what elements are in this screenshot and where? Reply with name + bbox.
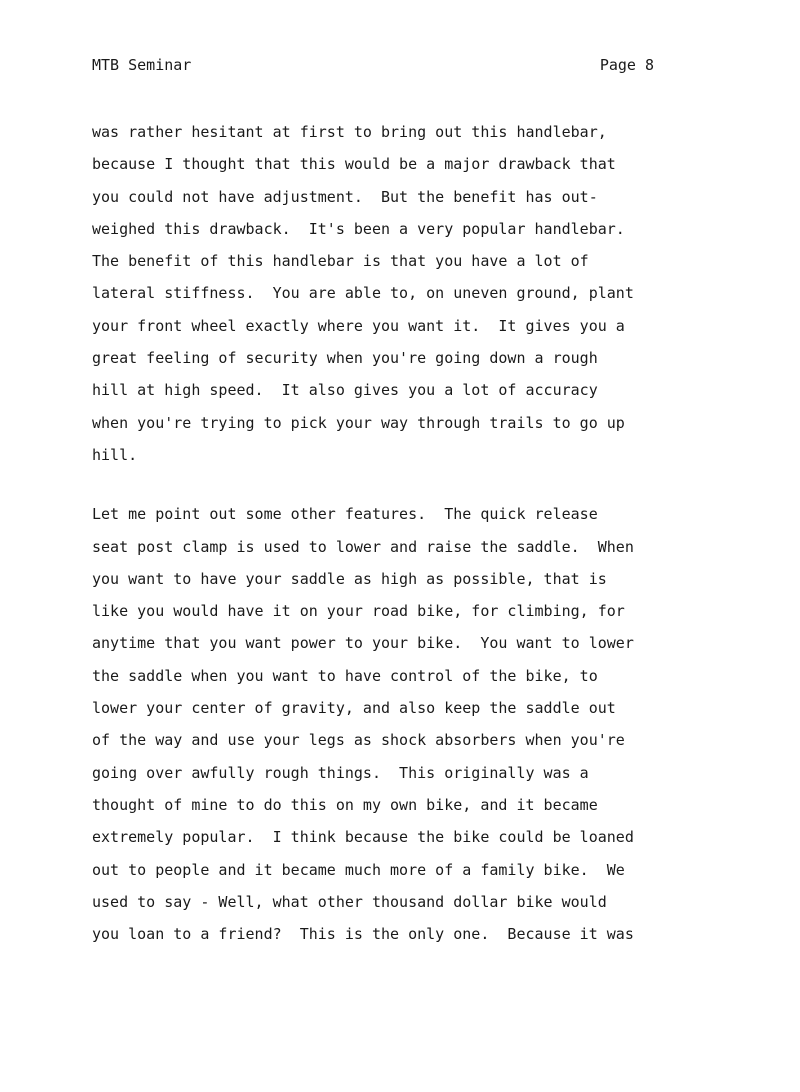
text-line: going over awfully rough things. This originally was a — [92, 763, 589, 782]
text-line: weighed this drawback. It's been a very popular handlebar. — [92, 219, 625, 238]
text-line: lateral stiffness. You are able to, on uneven ground, plant — [92, 284, 634, 303]
document-body — [92, 116, 682, 950]
text-line: lower your center of gravity, and also keep the saddle out — [92, 699, 616, 718]
text-line: when you're trying to pick your way through trails to go up — [92, 413, 625, 432]
text-line: The benefit of this handlebar is that you have a lot of — [92, 252, 589, 271]
text-line: you want to have your saddle as high as possible, that is — [92, 569, 607, 588]
text-line: your front wheel exactly where you want it. It gives you a — [92, 316, 625, 335]
text-line: was rather hesitant at first to bring out this handlebar, — [92, 123, 607, 141]
text-line: thought of mine to do this on my own bike, and it became — [92, 795, 598, 814]
text-line: like you would have it on your road bike, for climbing, for — [92, 602, 625, 621]
document-title: MTB Seminar — [92, 56, 192, 74]
text-line: great feeling of security when you're going down a rough — [92, 349, 598, 368]
text-line: you could not have adjustment. But the benefit has out- — [92, 187, 598, 206]
text-line: out to people and it became much more of a family bike. We — [92, 860, 625, 879]
text-line: hill. — [92, 445, 138, 464]
paragraph-handlebar — [92, 116, 682, 471]
text-line: you loan to a friend? This is the only one. Because it was — [92, 925, 634, 944]
text-line: used to say - Well, what other thousand dollar bike would — [92, 892, 607, 911]
paragraph-features — [92, 498, 682, 950]
page-header — [92, 54, 654, 76]
text-line: seat post clamp is used to lower and raise the saddle. When — [92, 537, 634, 556]
text-line: of the way and use your legs as shock absorbers when you're — [92, 731, 625, 750]
text-line: hill at high speed. It also gives you a lot of accuracy — [92, 381, 598, 400]
text-line: anytime that you want power to your bike. You want to lower — [92, 634, 634, 653]
text-line: because I thought that this would be a major drawback that — [92, 155, 616, 174]
text-line: extremely popular. I think because the bike could be loaned — [92, 828, 634, 847]
text-line: the saddle when you want to have control of the bike, to — [92, 666, 598, 685]
paragraph-spacer — [92, 471, 682, 498]
text-line: Let me point out some other features. The quick release — [92, 505, 598, 524]
page-number: Page 8 — [599, 56, 654, 74]
